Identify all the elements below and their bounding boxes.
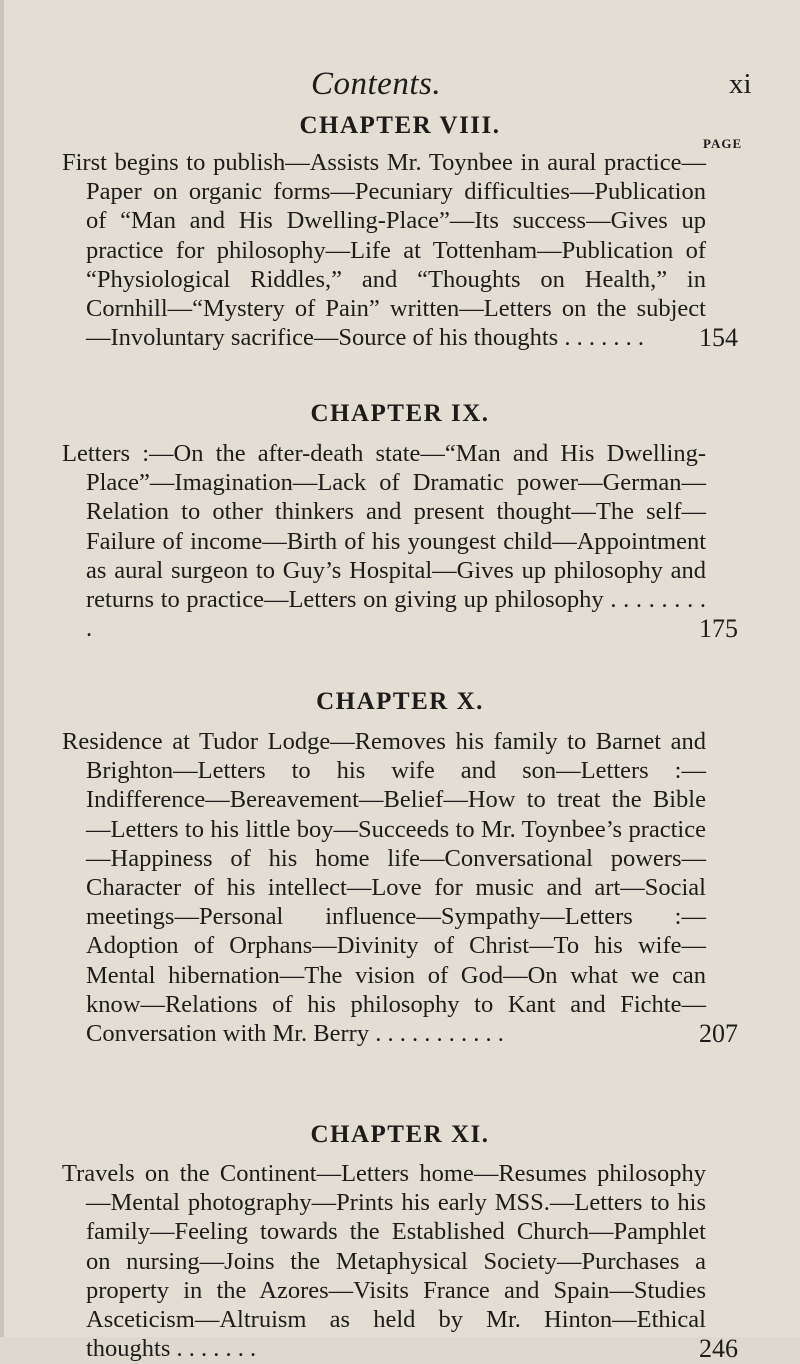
page-number-ix: 175 — [699, 614, 738, 643]
page-number-x: 207 — [699, 1019, 738, 1048]
page-number-viii: 154 — [699, 323, 738, 352]
chapter-summary-ix: Letters :—On the after-death state—“Man and His Dwelling-Place”—Imagination—Lack of Dramatic power—German—Relation to other thinkers and present thought—The self—Failure of income—Birth of his youngest child—Appointment as aural surgeon to Guy’s Hospital—Gives up philosophy and returns to practice—Letters on giving up philosophy . . . . . . . . . — [62, 440, 706, 643]
page-number-xi: 246 — [699, 1334, 738, 1363]
chapter-heading-viii: CHAPTER VIII. — [299, 112, 501, 139]
chapter-heading-x: CHAPTER X. — [316, 688, 484, 715]
folio: xi — [729, 68, 752, 100]
running-title: Contents. — [311, 66, 442, 102]
chapter-heading-xi: CHAPTER XI. — [310, 1121, 490, 1148]
chapter-summary-viii: First begins to publish—Assists Mr. Toynbee in aural practice—Paper on organic forms—Pecuniary difficulties—Publication of “Man and His Dwelling-Place”—Its success—Gives up practice for philosophy—Life at Tottenham—Publication of “Physiological Riddles,” and “Thoughts on Health,” in Cornhill—“Mystery of Pain” written—Letters on the subject—Involuntary sacrifice—Source of his thoughts . . . . . . . — [62, 149, 706, 352]
chapter-summary-x: Residence at Tudor Lodge—Removes his family to Barnet and Brighton—Letters to his wife and son—Letters :—Indifference—Bereavement—Belief—How to treat the Bible—Letters to his little boy—Succeeds to Mr. Toynbee’s practice—Happiness of his home life—Conversational powers—Character of his intellect—Love for music and art—Social meetings—Personal influence—Sympathy—Letters :—Adoption of Orphans—Divinity of Christ—To his wife—Mental hibernation—The vision of God—On what we can know—Relations of his philosophy to Kant and Fichte—Conversation with Mr. Berry . . . . . . . . . . . — [62, 728, 706, 1048]
chapter-heading-ix: CHAPTER IX. — [310, 400, 490, 427]
chapter-summary-xi: Travels on the Continent—Letters home—Resumes philosophy—Mental photography—Prints his early MSS.—Letters to his family—Feeling towards the Established Church—Pamphlet on nursing—Joins the Metaphysical Society—Purchases a property in the Azores—Visits France and Spain—Studies Asceticism—Altruism as held by Mr. Hinton—Ethical thoughts . . . . . . . — [62, 1160, 706, 1363]
running-head — [0, 66, 800, 106]
page-column-label: PAGE — [703, 136, 743, 151]
